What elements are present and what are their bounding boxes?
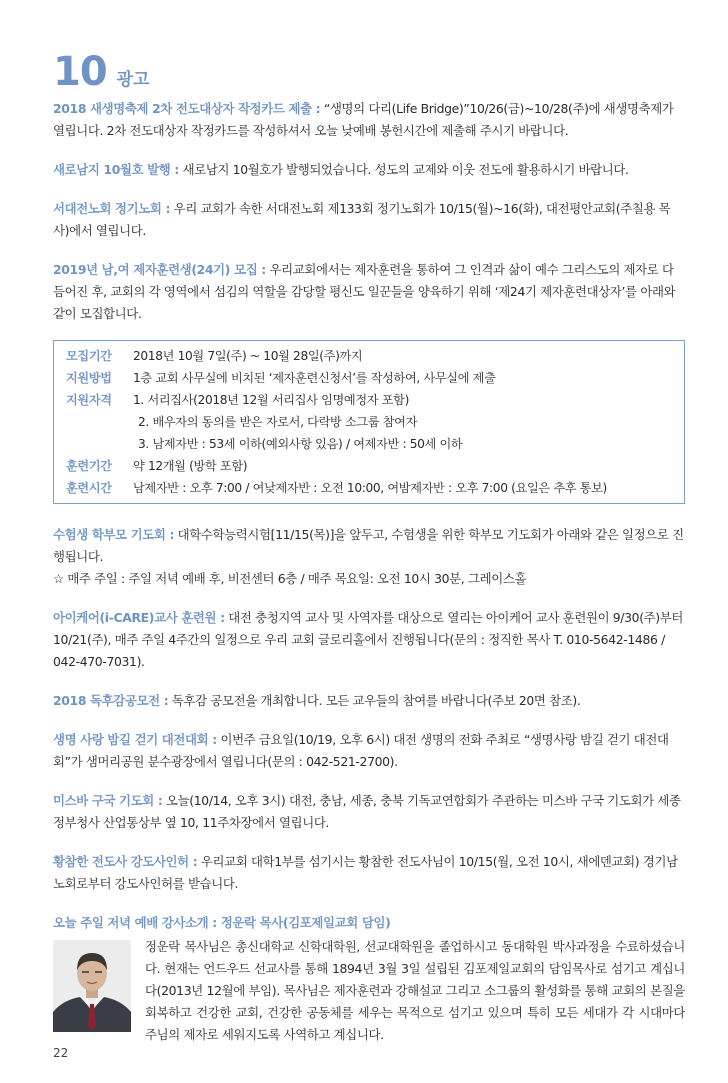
announcement-text: 우리교회에서는 제자훈련을 통하여 그 인격과 삶이 예수 그리스도의 제자로 다듬어진 후, 교회의 각 영역에서 섬김의 역할을 감당할 평신도 일꾼들을 양육하기 위해 ‘제24기 제자훈련대상자’를 아래와 같이 모집합니다. [53,262,676,321]
recruit-value: 1층 교회 사무실에 비치된 ‘제자훈련신청서’를 작성하여, 사무실에 제출 [133,371,496,385]
qualification-line: 2. 배우자의 동의를 받은 자로서, 다락방 소그룹 참여자 [138,415,418,429]
recruit-value: 2018년 10월 7일(주) ~ 10월 28일(주)까지 [133,349,363,363]
recruit-row [66,455,674,477]
announcement-item [53,607,685,673]
announcement-text: 오늘(10/14, 오후 3시) 대전, 충남, 세종, 충북 기독교연합회가 주관하는 미스바 구국 기도회가 세종정부청사 산업통상부 옆 10, 11주차장에서 열립니다. [53,793,681,830]
recruit-label: 지원방법 [66,371,112,385]
recruit-value: 약 12개월 (방학 포함) [133,459,248,473]
announcement-item [53,524,685,590]
announcement-item [53,98,685,142]
announcement-item [53,259,685,325]
announcement-item [53,790,685,834]
announcement-title: 2018 새생명축제 2차 전도대상자 작정카드 제출 : [53,101,321,116]
announcement-item [53,198,685,242]
announcement-item [53,851,685,895]
announcement-item [53,159,685,181]
announcement-title: 2018 독후감공모전 : [53,693,169,708]
recruit-row [66,345,674,367]
recruit-row [66,367,674,389]
announcement-text: 우리교회 대학1부를 섬기시는 황참한 전도사님이 10/15(월, 오전 10시, 새에덴교회) 경기남노회로부터 강도사인허를 받습니다. [53,854,678,891]
speaker-photo [53,940,131,1032]
recruit-value [133,389,674,455]
speaker-heading: 오늘 주일 저녁 예배 강사소개 : 정운락 목사(김포제일교회 담임) [53,915,391,930]
recruit-label: 훈련기간 [66,459,112,473]
announcement-item [53,690,685,712]
announcement-text: 우리 교회가 속한 서대전노회 제133회 정기노회가 10/15(월)~16(화), 대전평안교회(주칠용 목사)에서 열립니다. [53,201,671,238]
recruit-row [66,389,674,455]
recruit-box [53,340,685,504]
announcement-item [53,729,685,773]
announcement-text: 대학수학능력시험[11/15(목)]을 앞두고, 수험생을 위한 학부모 기도회가 아래와 같은 일정으로 진행됩니다. [53,527,684,564]
announcement-title: 새로남지 10월호 발행 : [53,162,179,177]
qualification-line: 3. 남제자반 : 53세 이하(예외사항 있음) / 여제자반 : 50세 이하 [138,437,463,451]
recruit-label: 훈련시간 [66,481,112,495]
announcements [53,98,685,1046]
section-header [53,49,150,95]
announcement-text: 대전 충청지역 교사 및 사역자를 대상으로 열리는 아이케어 교사 훈련원이 9/30(주)부터 10/21(주), 매주 주일 4주간의 일정으로 우리 교회 글로리홀에서 진행됩니다(문의 : 정직한 목사 T. 010-5642-1486 / 042-470-7031). [53,610,684,669]
recruit-label: 모집기간 [66,349,112,363]
section-number: 10 [53,49,107,95]
announcement-title: 생명 사랑 밤길 걷기 대전대회 : [53,732,217,747]
person-portrait-icon [53,940,131,1032]
announcement-text: 독후감 공모전을 개최합니다. 모든 교우들의 참여를 바랍니다(주보 20면 참조). [168,693,581,708]
recruit-label: 지원자격 [66,393,112,407]
page-number: 22 [53,1046,69,1060]
announcement-title: 서대전노회 정기노회 : [53,201,171,216]
announcement-title: 수험생 학부모 기도회 : [53,527,175,542]
announcement-title: 아이케어(i-CARE)교사 훈련원 : [53,610,225,625]
announcement-title: 황참한 전도사 강도사인허 : [53,854,198,869]
section-title: 광고 [116,70,150,90]
recruit-value: 남제자반 : 오후 7:00 / 여낮제자반 : 오전 10:00, 여밤제자반 : 오후 7:00 (요일은 추후 통보) [133,481,607,495]
announcement-text: 이번주 금요일(10/19, 오후 6시) 대전 생명의 전화 주최로 “생명사랑 밤길 걷기 대전대회”가 샘머리공원 분수광장에서 열립니다(문의 : 042-521-2700). [53,732,669,769]
qualification-line: 1. 서리집사(2018년 12월 서리집사 임명예정자 포함) [133,393,409,407]
announcement-title: 미스바 구국 기도회 : [53,793,163,808]
recruit-row [66,477,674,499]
announcement-title: 2019년 남,여 제자훈련생(24기) 모집 : [53,262,266,277]
speaker-section [53,936,685,1046]
announcement-text: “생명의 다리(Life Bridge)”10/26(금)~10/28(주)에 새생명축제가 열립니다. 2차 전도대상자 작정카드를 작성하셔서 오늘 낮예배 봉헌시간에 제출해 주시기 바랍니다. [53,101,674,138]
announcement-text: 새로남지 10월호가 발행되었습니다. 성도의 교제와 이웃 전도에 활용하시기 바랍니다. [179,162,629,177]
announcement-schedule: ☆ 매주 주일 : 주일 저녁 예배 후, 비전센터 6층 / 매주 목요일: 오전 10시 30분, 그레이스홀 [53,571,527,586]
speaker-bio: 정운락 목사님은 총신대학교 신학대학원, 선교대학원을 졸업하시고 동대학원 박사과정을 수료하셨습니다. 현재는 언드우드 선교사를 통해 1894년 3월 3일 설립된 김포제일교회의 담임목사로 섬기고 계십니다(2013년 12월에 부임). 목사님은 제자훈련과 강해설교 그리고 소그룹의 활성화를 통해 교회의 본질을 회복하고 건강한 교회, 건강한 공동체를 세우는 목적으로 섬기고 있으며 특히 모든 세대가 각 시대마다 주님의 제자로 세워지도록 사역하고 계십니다. [145,939,685,1042]
